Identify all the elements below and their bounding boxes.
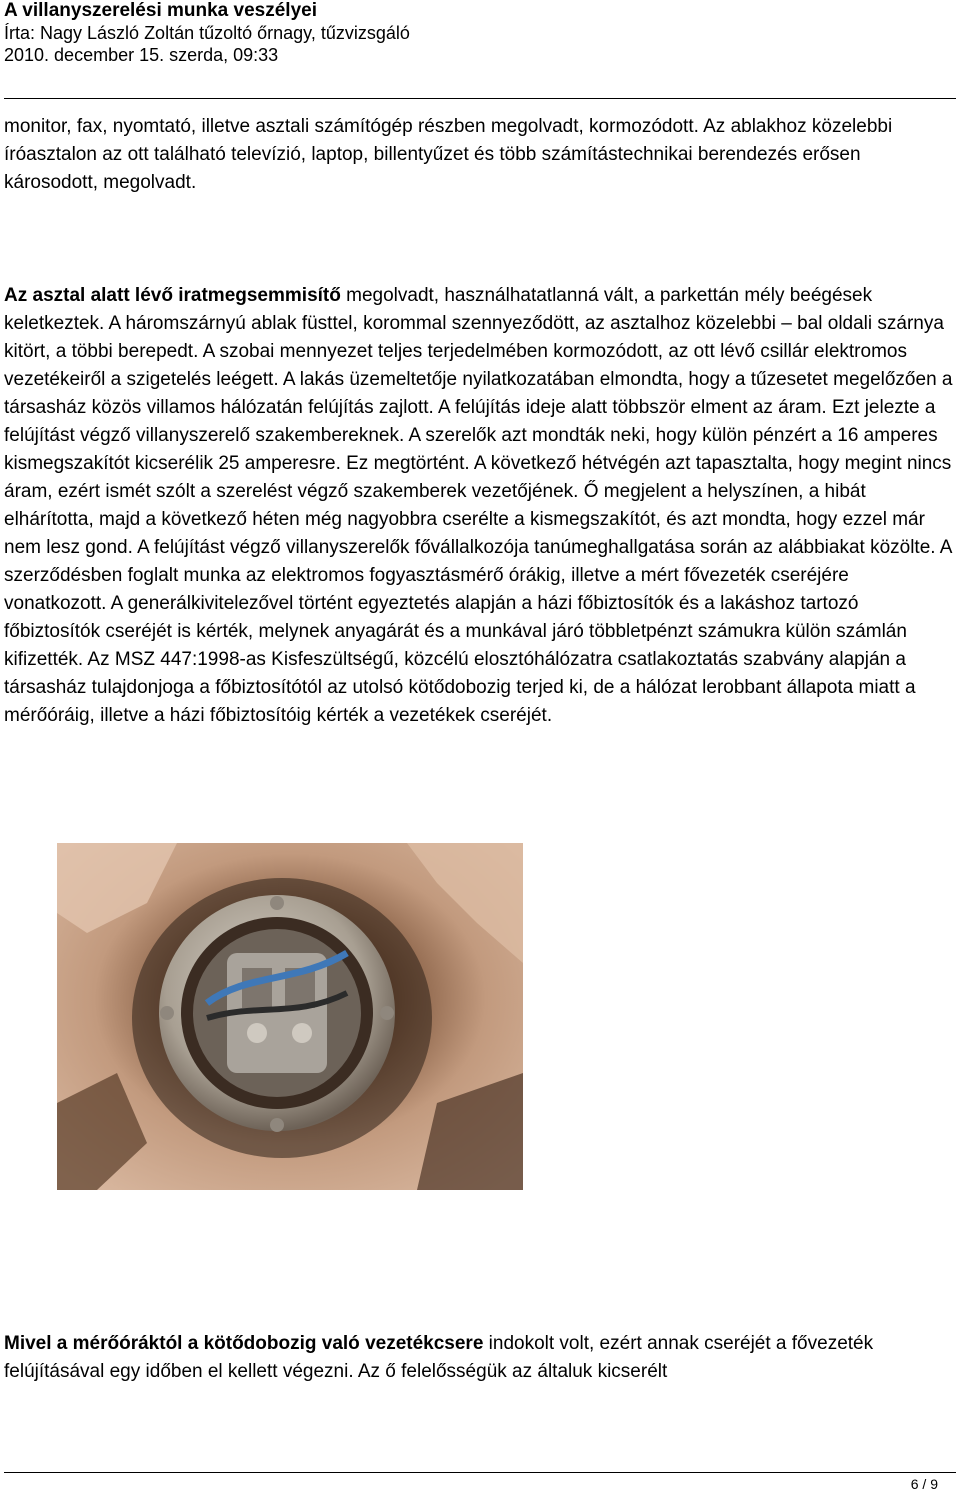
paragraph-2 (4, 282, 956, 730)
paragraph-1: monitor, fax, nyomtató, illetve asztali számítógép részben megolvadt, kormozódott. Az ablakhoz közelebbi íróasztalon az ott található televízió, laptop, billentyűzet és több számítástechnikai berendezés erősen károsodott, megolvadt. (4, 116, 893, 193)
author-line: Írta: Nagy László Zoltán tűzoltó őrnagy, tűzvizsgáló (4, 23, 410, 43)
document-title: A villanyszerelési munka veszélyei (4, 0, 317, 21)
header-divider (4, 98, 956, 99)
document-header (4, 0, 956, 66)
paragraph-2-text: megolvadt, használhatatlanná vált, a parkettán mély beégések keletkeztek. A háromszárnyú ablak füsttel, korommal szennyeződött, az asztalhoz közelebbi – bal oldali szárnya kitört, a többi berepedt. A szobai mennyezet teljes terjedelmében kormozódott, az ott lévő csillár elektromos vezetékeiről a szigetelés leégett. A lakás üzemeltetője nyilatkozatában elmondta, hogy a tűzesetet megelőzően a társasház közös villamos hálózatán felújítás zajlott. A felújítás ideje alatt többször elment az áram. Ezt jelezte a felújítást végző villanyszerelő szakembereknek. A szerelők azt mondták neki, hogy külön pénzért a 16 amperes kismegszakítót kicserélik 25 amperesre. Ez megtörtént. A következő hétvégén azt tapasztalta, hogy megint nincs áram, ezért ismét szólt a szerelést végző szakemberek vezetőjének. Ő megjelent a helyszínen, a hibát elhárította, majd a következő héten még nagyobbra cserélte a kismegszakítót, és azt mondta, hogy ezzel már nem lesz gond. A felújítást végző villanyszerelők fővállalkozója tanúmeghallgatása során az alábbiakat közölte. A szerződésben foglalt munka az elektromos fogyasztásmérő órákig, illetve a mért fővezeték cseréjére vonatkozott. A generálkivitelezővel történt egyeztetés alapján a házi főbiztosítók és a lakáshoz tartozó főbiztosítók cseréjét is kérték, melynek anyagárát és a munkával járó többletpénzt számukra külön számlán kifizették. Az MSZ 447:1998-as Kisfeszültségű, közcélú elosztóhálózatra csatlakoztatás szabvány alapján a társasház tulajdonjoga a főbiztosítótól az utolsó kötődobozig terjed ki, de a hálózat lerobbant állapota miatt a mérőóráig, illetve a házi főbiztosítóig kérték a vezetékek cseréjét. (4, 285, 953, 726)
paragraph-3 (4, 1330, 956, 1386)
paragraph-3-text: indokolt volt, ezért annak cseréjét a fővezeték felújításával egy időben el kellett végezni. Az ő felelősségük az általuk kicserélt (4, 1333, 874, 1382)
page-number: 6 / 9 (910, 1476, 938, 1492)
burnt-socket-photo (57, 843, 523, 1190)
date-line: 2010. december 15. szerda, 09:33 (4, 45, 279, 65)
paragraph-3-bold: Mivel a mérőóráktól a kötődobozig való vezetékcsere (4, 1333, 484, 1354)
footer-divider (4, 1472, 956, 1473)
paragraph-2-bold: Az asztal alatt lévő iratmegsemmisítő (4, 285, 341, 306)
